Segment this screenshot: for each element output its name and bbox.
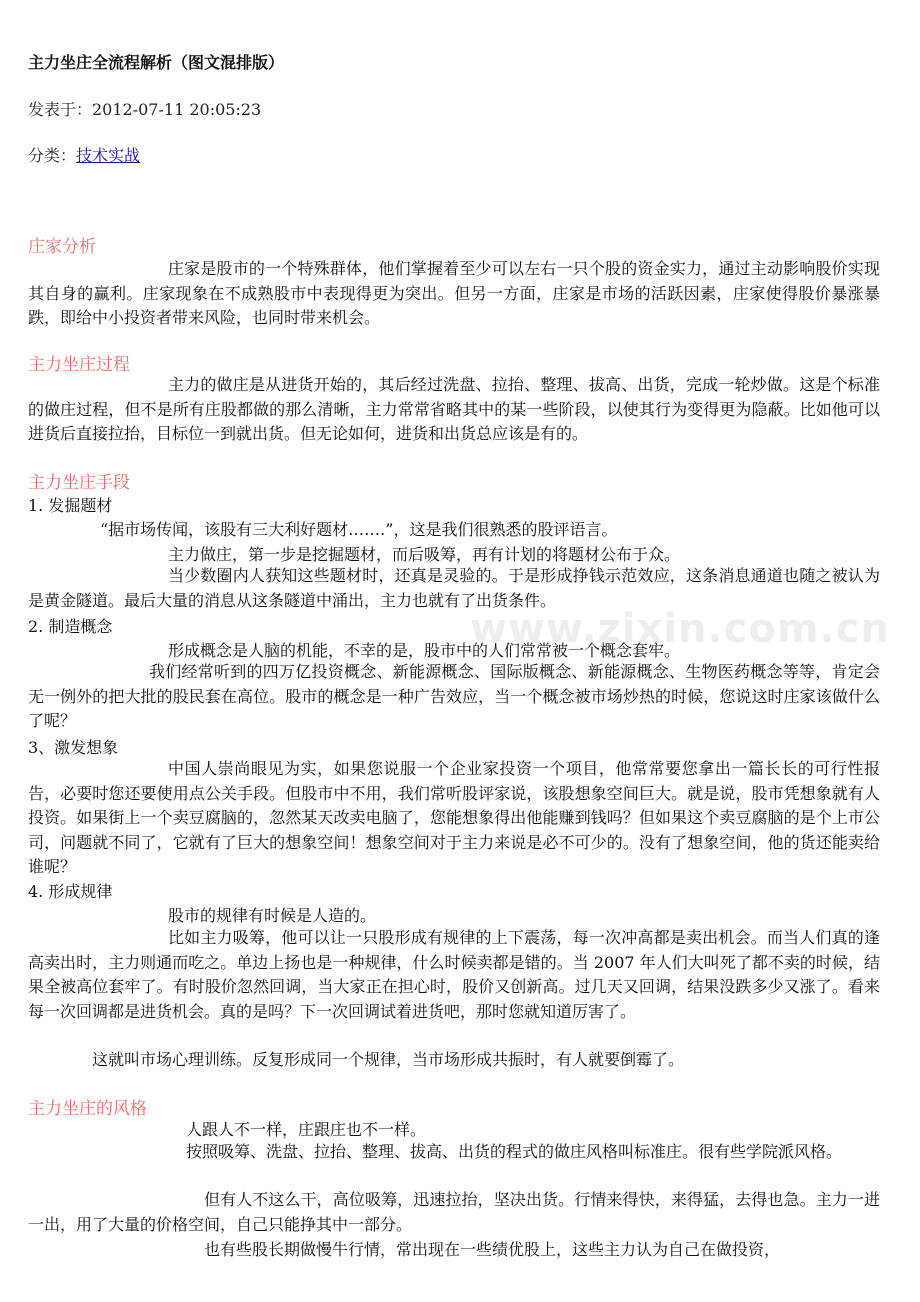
category-line bbox=[28, 143, 140, 166]
list-item-heading: 1. 发掘题材 bbox=[28, 496, 113, 515]
quote-line: “据市场传闻，该股有三大利好题材…….”，这是我们很熟悉的股评语言。 bbox=[100, 520, 618, 539]
paragraph: 但有人不这么干，高位吸筹，迅速拉抬，坚决出货。行情来得快，来得猛，去得也急。主力一进一出，用了大量的价格空间，自己只能挣其中一部分。 bbox=[28, 1190, 880, 1234]
section-heading-methods: 主力坐庄手段 bbox=[28, 473, 130, 493]
paragraph: 股市的规律有时候是人造的。 bbox=[168, 906, 377, 925]
paragraph: 比如主力吸筹，他可以让一只股形成有规律的上下震荡，每一次冲高都是卖出机会。而当人们真的逢高卖出时，主力则通而吃之。单边上扬也是一种规律，什么时候卖都是错的。当 2007 年人们大叫死了都不卖的时候，结果全被高位套牢了。有时股价忽然回调，当大家正在担心时，股价又创新高。过几天又回调，结果没跌多少又涨了。看来每一次回调都是进货机会。真的是吗？下一次回调试着进货吧，那时您就知道厉害了。 bbox=[28, 928, 880, 1021]
section-heading-dealer-analysis: 庄家分析 bbox=[28, 237, 96, 257]
paragraph: 这就叫市场心理训练。反复形成同一个规律，当市场形成共振时，有人就要倒霉了。 bbox=[92, 1050, 685, 1069]
paragraph: 人跟人不一样，庄跟庄也不一样。 bbox=[186, 1120, 427, 1139]
paragraph: 按照吸筹、洗盘、拉抬、整理、拔高、出货的程式的做庄风格叫标准庄。很有些学院派风格。 bbox=[186, 1142, 843, 1161]
section-heading-process: 主力坐庄过程 bbox=[28, 355, 130, 375]
list-item-heading: 2. 制造概念 bbox=[28, 617, 113, 636]
paragraph: 也有些股长期做慢牛行情，常出现在一些绩优股上，这些主力认为自己在做投资， bbox=[204, 1240, 781, 1259]
paragraph: 庄家是股市的一个特殊群体，他们掌握着至少可以左右一只个股的资金实力，通过主动影响股价实现其自身的赢利。庄家现象在不成熟股市中表现得更为突出。但另一方面，庄家是市场的活跃因素，庄家使得股价暴涨暴跌，即给中小投资者带来风险，也同时带来机会。 bbox=[28, 259, 880, 327]
paragraph: 中国人崇尚眼见为实，如果您说服一个企业家投资一个项目，他常常要您拿出一篇长长的可行性报告，必要时您还要使用点公关手段。但股市中不用，我们常听股评家说，该股想象空间巨大。就是说，股市凭想象就有人投资。如果街上一个卖豆腐脑的，忽然某天改卖电脑了，您能想象得出他能赚到钱吗？但如果这个卖豆腐脑的是个上市公司，问题就不同了，它就有了巨大的想象空间！想象空间对于主力来说是必不可少的。没有了想象空间，他的货还能卖给谁呢？ bbox=[28, 759, 880, 876]
paragraph: 形成概念是人脑的机能，不幸的是，股市中的人们常常被一个概念套牢。 bbox=[168, 641, 681, 660]
category-link[interactable]: 技术实战 bbox=[76, 146, 141, 165]
paragraph: 当少数圈内人获知这些题材时，还真是灵验的。于是形成挣钱示范效应，这条消息通道也随之被认为是黄金隧道。最后大量的消息从这条隧道中涌出，主力也就有了出货条件。 bbox=[28, 566, 880, 610]
list-item-heading: 3、激发想象 bbox=[28, 738, 119, 757]
section-heading-styles: 主力坐庄的风格 bbox=[28, 1099, 147, 1119]
paragraph: 主力做庄，第一步是挖掘题材，而后吸筹，再有计划的将题材公布于众。 bbox=[168, 545, 681, 564]
watermark: www.zixin.com.cn bbox=[470, 606, 890, 652]
publish-date: 发表于：2012-07-11 20:05:23 bbox=[28, 100, 262, 119]
paragraph: 主力的做庄是从进货开始的，其后经过洗盘、拉抬、整理、拔高、出货，完成一轮炒做。这是个标准的做庄过程，但不是所有庄股都做的那么清晰，主力常常省略其中的某一些阶段，以使其行为变得更为隐蔽。比如他可以进货后直接拉抬，目标位一到就出货。但无论如何，进货和出货总应该是有的。 bbox=[28, 375, 880, 443]
document-title: 主力坐庄全流程解析（图文混排版） bbox=[28, 53, 285, 72]
list-item-heading: 4. 形成规律 bbox=[28, 882, 113, 901]
paragraph: 我们经常听到的四万亿投资概念、新能源概念、国际版概念、新能源概念、生物医药概念等等，肯定会无一例外的把大批的股民套在高位。股市的概念是一种广告效应，当一个概念被市场炒热的时候，您说这时庄家该做什么了呢？ bbox=[28, 662, 880, 730]
category-label: 分类： bbox=[28, 146, 77, 165]
